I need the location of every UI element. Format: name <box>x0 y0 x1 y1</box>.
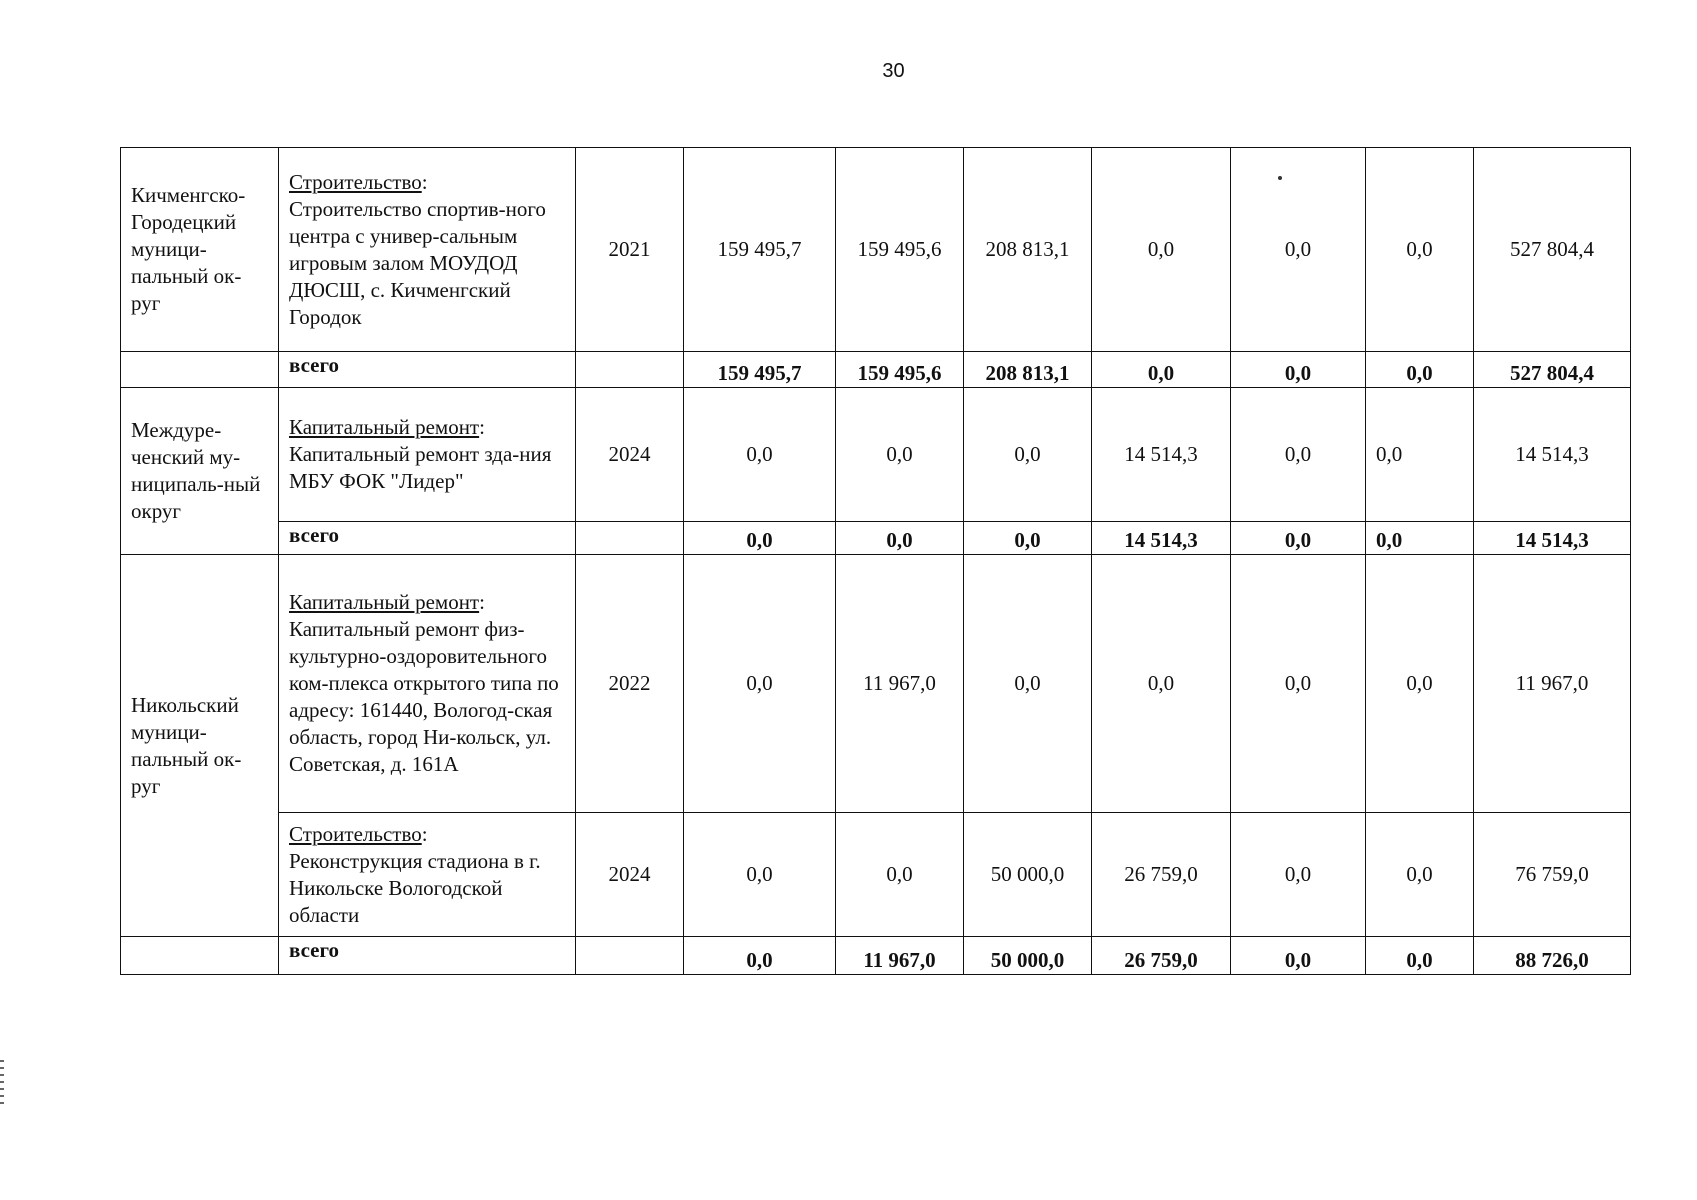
total-value-cell: 0,0 <box>1231 352 1366 388</box>
total-label: всего <box>279 522 576 555</box>
item-description-cell: Строительство: Строительство спортив-ного центра с универ-сальным игровым залом МОУДОД ДЮСШ, с. Кичменгский Городок <box>279 148 576 352</box>
year-cell: 2024 <box>576 388 684 522</box>
value-cell: 0,0 <box>1231 813 1366 937</box>
scan-edge-marks <box>0 1060 4 1104</box>
financing-table <box>120 147 1631 975</box>
total-label: всего <box>279 937 576 975</box>
value-cell: 0,0 <box>684 555 836 813</box>
item-description: Строительство спортив-ного центра с универ-сальным игровым залом МОУДОД ДЮСШ, с. Кичменгский Городок <box>289 196 546 329</box>
value-cell: 0,0 <box>1366 148 1474 352</box>
region-cell-empty <box>121 937 279 975</box>
total-value-cell: 26 759,0 <box>1092 937 1231 975</box>
region-cell: Никольский муници-пальный ок-руг <box>121 555 279 937</box>
year-cell-empty <box>576 937 684 975</box>
year-cell-empty <box>576 352 684 388</box>
value-cell: 0,0 <box>684 388 836 522</box>
value-cell: 0,0 <box>1231 555 1366 813</box>
total-value-cell: 159 495,7 <box>684 352 836 388</box>
item-description-cell: Строительство: Реконструкция стадиона в г. Никольске Вологодской области <box>279 813 576 937</box>
total-value-cell: 0,0 <box>684 522 836 555</box>
value-cell: 14 514,3 <box>1092 388 1231 522</box>
value-cell: 11 967,0 <box>836 555 964 813</box>
value-cell: 76 759,0 <box>1474 813 1631 937</box>
value-cell: 0,0 <box>1366 555 1474 813</box>
value-cell: 159 495,7 <box>684 148 836 352</box>
total-value-cell: 527 804,4 <box>1474 352 1631 388</box>
item-description-cell: Капитальный ремонт: Капитальный ремонт зда-ния МБУ ФОК "Лидер" <box>279 388 576 522</box>
item-description: Капитальный ремонт зда-ния МБУ ФОК "Лидер" <box>289 442 552 493</box>
value-cell: 14 514,3 <box>1474 388 1631 522</box>
total-label: всего <box>279 352 576 388</box>
value-cell: 0,0 <box>1092 148 1231 352</box>
total-value-cell: 11 967,0 <box>836 937 964 975</box>
total-value-cell: 0,0 <box>1231 522 1366 555</box>
value-cell: 0,0 <box>684 813 836 937</box>
table-row <box>121 555 1631 813</box>
item-category: Строительство <box>289 169 422 194</box>
total-value-cell: 159 495,6 <box>836 352 964 388</box>
value-cell: 11 967,0 <box>1474 555 1631 813</box>
page-number: 30 <box>882 60 905 82</box>
item-category: Капитальный ремонт <box>289 590 480 614</box>
value-cell: 527 804,4 <box>1474 148 1631 352</box>
total-value-cell: 208 813,1 <box>964 352 1092 388</box>
value-cell: 26 759,0 <box>1092 813 1231 937</box>
total-row <box>121 352 1631 388</box>
value-cell: 0,0 <box>1366 813 1474 937</box>
total-value-cell: 88 726,0 <box>1474 937 1631 975</box>
scan-speck <box>1278 176 1282 180</box>
total-value-cell: 14 514,3 <box>1092 522 1231 555</box>
value-cell: 50 000,0 <box>964 813 1092 937</box>
total-value-cell: 0,0 <box>1366 522 1474 555</box>
value-cell: 0,0 <box>964 388 1092 522</box>
region-cell: Междуре-ченский му-ниципаль-ный округ <box>121 388 279 555</box>
table-row <box>121 148 1631 352</box>
year-cell: 2021 <box>576 148 684 352</box>
value-cell: 0,0 <box>1092 555 1231 813</box>
year-cell: 2022 <box>576 555 684 813</box>
item-category: Строительство <box>289 821 422 846</box>
region-cell: Кичменгско-Городецкий муници-пальный ок-руг <box>121 148 279 352</box>
item-description: Капитальный ремонт физ-культурно-оздоровительного ком-плекса открытого типа по адресу: 161440, Вологод-ская область, город Ни-кольск, ул. Советская, д. 161А <box>289 617 559 776</box>
value-cell: 0,0 <box>836 388 964 522</box>
value-cell: 0,0 <box>964 555 1092 813</box>
value-cell: 208 813,1 <box>964 148 1092 352</box>
table-row <box>121 388 1631 522</box>
total-value-cell: 0,0 <box>1366 352 1474 388</box>
total-value-cell: 0,0 <box>1231 937 1366 975</box>
total-row <box>121 937 1631 975</box>
total-row <box>121 522 1631 555</box>
total-value-cell: 50 000,0 <box>964 937 1092 975</box>
total-value-cell: 0,0 <box>836 522 964 555</box>
value-cell: 0,0 <box>1231 388 1366 522</box>
value-cell: 0,0 <box>836 813 964 937</box>
total-value-cell: 0,0 <box>684 937 836 975</box>
value-cell: 159 495,6 <box>836 148 964 352</box>
year-cell-empty <box>576 522 684 555</box>
region-cell-empty <box>121 352 279 388</box>
table-row <box>121 813 1631 937</box>
item-description: Реконструкция стадиона в г. Никольске Вологодской области <box>289 848 541 927</box>
item-category: Капитальный ремонт <box>289 415 480 439</box>
item-description-cell: Капитальный ремонт: Капитальный ремонт физ-культурно-оздоровительного ком-плекса открытого типа по адресу: 161440, Вологод-ская область, город Ни-кольск, ул. Советская, д. 161А <box>279 555 576 813</box>
value-cell: 0,0 <box>1366 388 1474 522</box>
year-cell: 2024 <box>576 813 684 937</box>
value-cell: 0,0 <box>1231 148 1366 352</box>
total-value-cell: 0,0 <box>1092 352 1231 388</box>
total-value-cell: 0,0 <box>964 522 1092 555</box>
total-value-cell: 0,0 <box>1366 937 1474 975</box>
total-value-cell: 14 514,3 <box>1474 522 1631 555</box>
